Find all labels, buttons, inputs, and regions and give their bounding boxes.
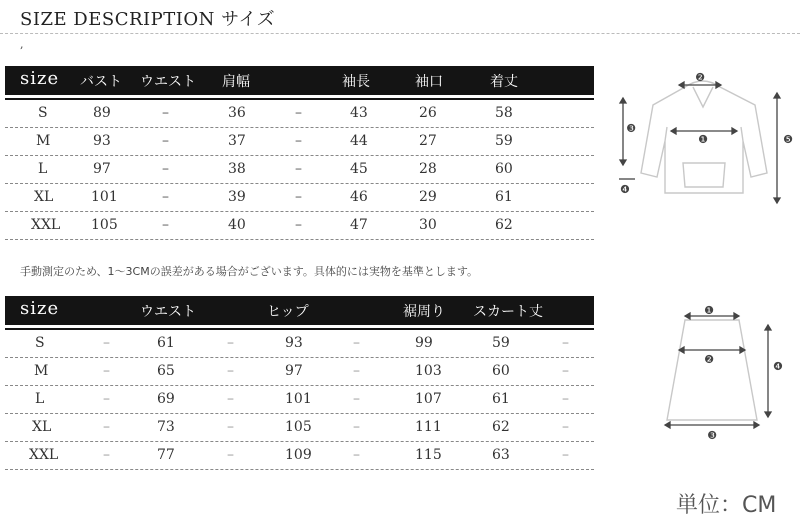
cell-skirt-length: 63 xyxy=(492,447,510,463)
cell-hip: 101 xyxy=(285,391,312,407)
table-row xyxy=(5,386,594,414)
cell-empty: – xyxy=(103,419,110,435)
cell-bust: 105 xyxy=(91,217,118,233)
cell-cuff: 26 xyxy=(419,105,437,121)
cell-hip: 93 xyxy=(285,335,303,351)
cell-bust: 97 xyxy=(93,161,111,177)
table-row xyxy=(5,100,594,128)
cell-waist: – xyxy=(162,133,169,149)
cell-hip: 97 xyxy=(285,363,303,379)
cell-shoulder: 39 xyxy=(228,189,246,205)
cell-size: XXL xyxy=(31,217,61,233)
cell-empty: – xyxy=(227,391,234,407)
cell-bust: 93 xyxy=(93,133,111,149)
cell-hip: 109 xyxy=(285,447,312,463)
cell-empty: – xyxy=(353,419,360,435)
cell-waist: – xyxy=(162,217,169,233)
cell-hem: 99 xyxy=(415,335,433,351)
cell-waist: 77 xyxy=(157,447,175,463)
unit-label: 単位：CM xyxy=(676,493,777,518)
cell-shoulder: 40 xyxy=(228,217,246,233)
cell-skirt-length: 62 xyxy=(492,419,510,435)
header-size: size xyxy=(20,68,60,89)
cell-shoulder: 36 xyxy=(228,105,246,121)
cell-length: 61 xyxy=(495,189,513,205)
cell-empty: – xyxy=(227,363,234,379)
marker-length: ❺ xyxy=(783,133,793,146)
cell-empty: – xyxy=(295,161,302,177)
cell-empty: – xyxy=(562,335,569,351)
cell-hem: 115 xyxy=(415,447,442,463)
cell-size: M xyxy=(36,133,51,149)
table-row xyxy=(5,414,594,442)
cell-empty: – xyxy=(353,363,360,379)
cell-empty: – xyxy=(562,447,569,463)
cell-empty: – xyxy=(353,335,360,351)
cell-waist: – xyxy=(162,189,169,205)
table-row xyxy=(5,330,594,358)
cell-skirt-length: 60 xyxy=(492,363,510,379)
cell-length: 60 xyxy=(495,161,513,177)
cell-sleeve: 46 xyxy=(350,189,368,205)
marker-sleeve: ❸ xyxy=(626,122,636,135)
marker-waist: ❶ xyxy=(704,304,714,317)
cell-bust: 89 xyxy=(93,105,111,121)
header-sleeve-length: 袖長 xyxy=(342,74,370,90)
marker-shoulder: ❷ xyxy=(695,71,705,84)
measurement-note: 手動測定のため、1～3CMの誤差がある場合がございます。具体的には実物を基準とします。 xyxy=(20,265,478,278)
hoodie-diagram xyxy=(605,65,800,210)
cell-empty: – xyxy=(562,391,569,407)
cell-hem: 107 xyxy=(415,391,442,407)
cell-empty: – xyxy=(562,419,569,435)
cell-empty: – xyxy=(227,419,234,435)
cell-size: XL xyxy=(32,419,52,435)
header-cuff: 袖口 xyxy=(415,74,443,90)
cell-waist: 69 xyxy=(157,391,175,407)
cell-empty: – xyxy=(103,391,110,407)
header-length: 着丈 xyxy=(490,74,518,90)
marker-bust: ❶ xyxy=(698,133,708,146)
cell-empty: – xyxy=(562,363,569,379)
cell-sleeve: 43 xyxy=(350,105,368,121)
table-row xyxy=(5,212,594,240)
cell-length: 62 xyxy=(495,217,513,233)
table-row xyxy=(5,442,594,470)
cell-waist: – xyxy=(162,105,169,121)
skirt-outline xyxy=(667,320,757,420)
cell-sleeve: 47 xyxy=(350,217,368,233)
top-table-header xyxy=(5,66,594,95)
cell-hem: 111 xyxy=(415,419,442,435)
cell-empty: – xyxy=(103,363,110,379)
table-row xyxy=(5,184,594,212)
stray-comma: , xyxy=(20,38,24,51)
table-row xyxy=(5,128,594,156)
marker-hip: ❷ xyxy=(704,353,714,366)
header-hip: ヒップ xyxy=(267,304,309,320)
cell-empty: – xyxy=(227,335,234,351)
cell-sleeve: 44 xyxy=(350,133,368,149)
cell-hem: 103 xyxy=(415,363,442,379)
header-bust: バスト xyxy=(80,74,122,90)
cell-empty: – xyxy=(103,335,110,351)
cell-size: XL xyxy=(34,189,54,205)
cell-size: S xyxy=(38,105,48,121)
cell-size: S xyxy=(35,335,45,351)
header-skirt-length: スカート丈 xyxy=(473,304,543,320)
cell-skirt-length: 61 xyxy=(492,391,510,407)
cell-empty: – xyxy=(227,447,234,463)
cell-empty: – xyxy=(353,447,360,463)
cell-size: M xyxy=(34,363,49,379)
cell-cuff: 29 xyxy=(419,189,437,205)
cell-empty: – xyxy=(353,391,360,407)
cell-waist: 65 xyxy=(157,363,175,379)
marker-hem: ❸ xyxy=(707,429,717,442)
cell-empty: – xyxy=(295,105,302,121)
marker-skirt-length: ❹ xyxy=(773,360,783,373)
cell-waist: – xyxy=(162,161,169,177)
cell-size: L xyxy=(38,161,48,177)
cell-skirt-length: 59 xyxy=(492,335,510,351)
cell-sleeve: 45 xyxy=(350,161,368,177)
table-row xyxy=(5,358,594,386)
header-shoulder: 肩幅 xyxy=(222,74,250,90)
header-size: size xyxy=(20,298,60,319)
cell-size: XXL xyxy=(29,447,59,463)
cell-bust: 101 xyxy=(91,189,118,205)
cell-length: 59 xyxy=(495,133,513,149)
cell-empty: – xyxy=(295,217,302,233)
skirt-diagram xyxy=(655,300,790,445)
cell-empty: – xyxy=(295,133,302,149)
page-title: SIZE DESCRIPTION サイズ xyxy=(20,9,276,30)
cell-empty: – xyxy=(103,447,110,463)
title-divider xyxy=(0,33,800,34)
bottom-table-header xyxy=(5,296,594,325)
table-row xyxy=(5,156,594,184)
cell-cuff: 28 xyxy=(419,161,437,177)
cell-empty: – xyxy=(295,189,302,205)
cell-cuff: 27 xyxy=(419,133,437,149)
cell-waist: 61 xyxy=(157,335,175,351)
marker-cuff: ❹ xyxy=(620,183,630,196)
header-hem: 裾周り xyxy=(403,304,445,320)
header-waist: ウエスト xyxy=(140,304,196,320)
cell-size: L xyxy=(35,391,45,407)
cell-hip: 105 xyxy=(285,419,312,435)
header-waist: ウエスト xyxy=(140,74,196,90)
cell-shoulder: 38 xyxy=(228,161,246,177)
cell-shoulder: 37 xyxy=(228,133,246,149)
cell-cuff: 30 xyxy=(419,217,437,233)
cell-waist: 73 xyxy=(157,419,175,435)
cell-length: 58 xyxy=(495,105,513,121)
